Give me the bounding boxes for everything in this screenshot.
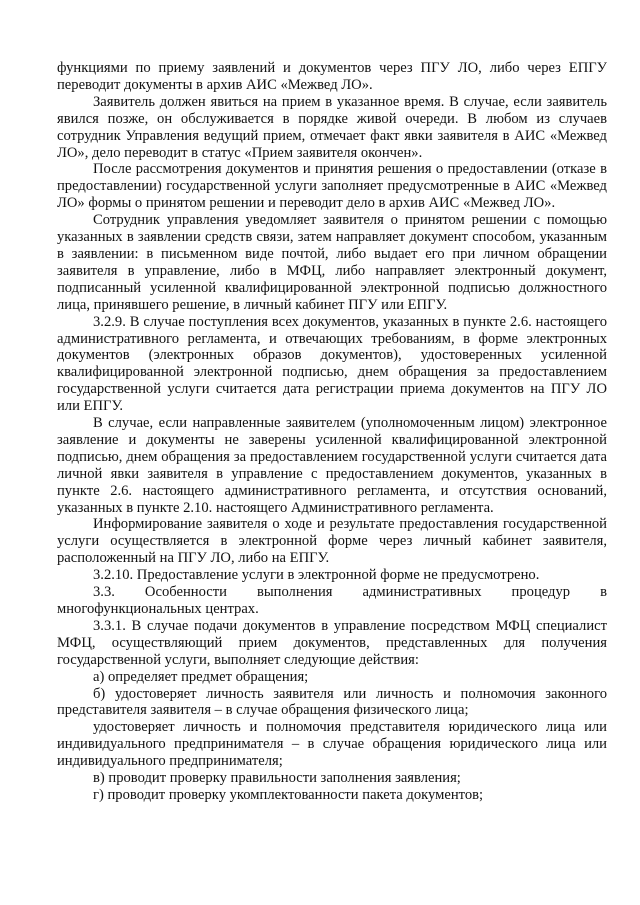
paragraph: Заявитель должен явиться на прием в указанное время. В случае, если заявитель явился позже, он обслуживается в порядке живой очереди. В любом из случаев сотрудник Управления ведущий прием, отмечает факт явки заявителя в АИС «Межвед ЛО», дело переводит в статус «Прием заявителя окончен». <box>57 93 607 161</box>
paragraph: функциями по приему заявлений и документов через ПГУ ЛО, либо через ЕПГУ переводит документы в архив АИС «Межвед ЛО». <box>57 60 607 93</box>
list-item: в) проводит проверку правильности заполнения заявления; <box>93 770 461 787</box>
section-heading: 3.3. Особенности выполнения административных процедур в многофункциональных центрах. <box>57 584 607 617</box>
list-item: г) проводит проверку укомплектованности пакета документов; <box>93 786 484 803</box>
list-item: б) удостоверяет личность заявителя или личность и полномочия законного представителя заявителя – в случае обращения физического лица; <box>57 685 607 719</box>
paragraph: 3.2.10. Предоставление услуги в электронной форме не предусмотрено. <box>93 567 540 584</box>
paragraph: В случае, если направленные заявителем (уполномоченным лицом) электронное заявление и документы не заверены усиленной квалифицированной электронной подписью, днем обращения за предоставлением государственной услуги считается дата личной явки заявителя в управление с предоставлением документов, указанных в пункте 2.6. настоящего административного регламента, и отсутствия оснований, указанных в пункте 2.10. настоящего Административного регламента. <box>57 415 607 516</box>
paragraph: удостоверяет личность и полномочия представителя юридического лица или индивидуального предпринимателя – в случае обращения юридического лица или индивидуального предпринимателя; <box>57 719 607 770</box>
paragraph: 3.2.9. В случае поступления всех документов, указанных в пункте 2.6. настоящего административного регламента, и отвечающих требованиям, в форме электронных документов (электронных образов документов), удостоверенных усиленной квалифицированной электронной подписью, днем обращения за предоставлением государственной услуги считается дата регистрации приема документов на ПГУ ЛО или ЕПГУ. <box>57 313 607 415</box>
paragraph: После рассмотрения документов и принятия решения о предоставлении (отказе в предоставлении) государственной услуги заполняет предусмотренные в АИС «Межвед ЛО» формы о принятом решении и переводит дело в архив АИС «Межвед ЛО». <box>57 161 607 212</box>
document-body <box>57 60 607 804</box>
paragraph: Сотрудник управления уведомляет заявителя о принятом решении с помощью указанных в заявлении средств связи, затем направляет документ способом, указанным в заявлении: в письменном виде почтой, либо выдает его при личном обращении заявителя в управление, либо в МФЦ, либо направляет электронный документ, подписанный усиленной квалифицированной электронной подписью должностного лица, принявшего решение, в личный кабинет ПГУ или ЕПГУ. <box>57 212 607 313</box>
paragraph: Информирование заявителя о ходе и результате предоставления государственной услуги осуществляется в электронной форме через личный кабинет заявителя, расположенный на ПГУ ЛО, либо на ЕПГУ. <box>57 516 607 567</box>
paragraph: 3.3.1. В случае подачи документов в управление посредством МФЦ специалист МФЦ, осуществляющий прием документов, представленных для получения государственной услуги, выполняет следующие действия: <box>57 617 607 668</box>
list-item: а) определяет предмет обращения; <box>93 668 309 685</box>
